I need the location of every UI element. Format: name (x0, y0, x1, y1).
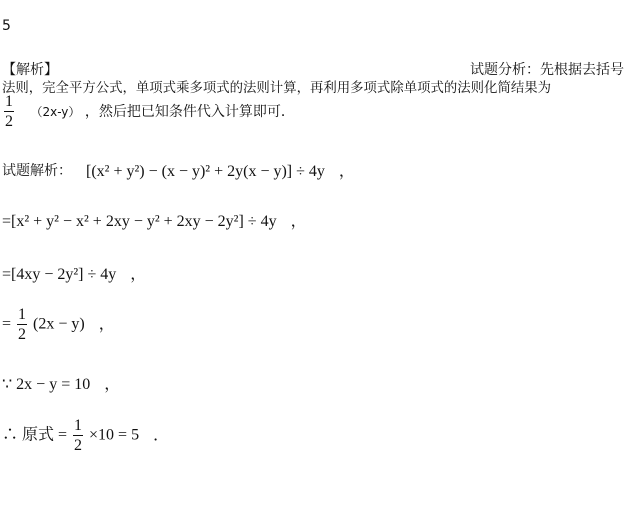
step-6-prefix: ∴ 原式 = (2, 426, 68, 444)
fraction-numerator: 1 (18, 306, 27, 323)
step-2-punct: ， (290, 213, 307, 230)
step-5-punct: ， (104, 376, 121, 393)
fraction-one-half (17, 307, 27, 343)
solution-step-1 (86, 158, 355, 181)
fraction-denominator: 2 (74, 437, 83, 454)
analysis-text-line: 法则，完全平方公式，单项式乘多项式的法则计算，再利用多项式除单项式的法则化简结果为 (2, 81, 552, 96)
solution-step-6 (2, 418, 169, 454)
solution-step-3 (2, 261, 146, 284)
analysis-label: 【解析】 (2, 62, 58, 78)
solution-step-4 (2, 307, 115, 343)
step-4-punct: ， (98, 315, 115, 333)
step-6-punct: ． (153, 426, 170, 444)
question-number: 5 (2, 18, 11, 34)
fraction-denominator: 2 (5, 113, 13, 130)
fraction-numerator: 1 (5, 93, 13, 110)
step-1-punct: ， (338, 163, 355, 180)
solution-label: 试题解析： (2, 163, 72, 179)
step-4-equals: = (2, 315, 12, 333)
step-3-expression: =[4xy − 2y²] ÷ 4y (2, 266, 117, 283)
solution-step-5 (2, 371, 120, 394)
analysis-expression: （2x-y） (30, 105, 81, 119)
fraction-one-half (4, 94, 14, 130)
analysis-conclusion: ，然后把已知条件代入计算即可． (84, 104, 295, 120)
step-4-expression: (2x − y) (33, 315, 85, 333)
step-3-punct: ， (130, 266, 147, 283)
step-1-expression: [(x² + y²) − (x − y)² + 2y(x − y)] ÷ 4y (86, 163, 325, 180)
fraction-one-half (73, 418, 83, 454)
step-6-expression: ×10 = 5 (89, 426, 140, 444)
analysis-intro: 试题分析：先根据去括号 (470, 62, 624, 78)
fraction-denominator: 2 (18, 326, 27, 343)
fraction-numerator: 1 (74, 417, 83, 434)
analysis-result-line (2, 94, 295, 130)
step-5-expression: ∵ 2x − y = 10 (2, 376, 91, 393)
step-2-expression: =[x² + y² − x² + 2xy − y² + 2xy − 2y²] ÷ 4y (2, 213, 277, 230)
solution-step-2 (2, 208, 307, 231)
